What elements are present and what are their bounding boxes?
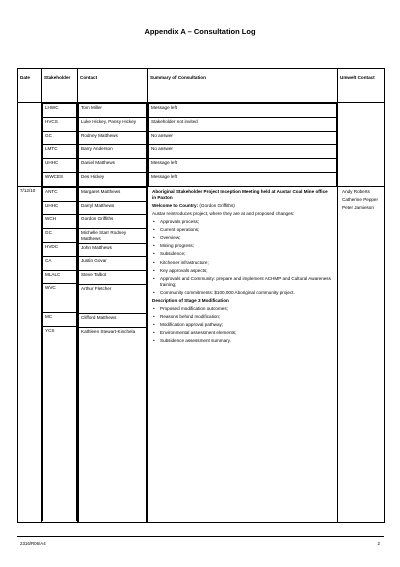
block2-umwelt bbox=[338, 186, 385, 522]
header-stakeholder: Stakeholder bbox=[42, 69, 78, 103]
block2-contacts bbox=[78, 187, 147, 522]
table-cell: Stakeholder not invited bbox=[149, 117, 337, 131]
table-cell: MLALC bbox=[43, 270, 77, 284]
list-item: • Overview; bbox=[150, 234, 335, 242]
header-contact: Contact bbox=[78, 69, 148, 103]
table-cell: ANTC bbox=[43, 187, 77, 201]
meeting-heading: Aboriginal Stakeholder Project Inception Meeting held at Austar Coal Mine office in Paxton bbox=[152, 188, 328, 200]
list-item: • Current operations; bbox=[150, 226, 335, 234]
table-cell: UHHC bbox=[43, 201, 77, 215]
table-block-1 bbox=[18, 103, 385, 187]
list-item: • Modification approval pathway; bbox=[150, 321, 335, 329]
header-umwelt: Umwelt Contact bbox=[338, 69, 385, 103]
table-cell: Michelle Starr Rodney Matthews bbox=[79, 229, 147, 243]
list-item: • Kitchener infrastructure; bbox=[150, 258, 335, 266]
list-item: • Approvals and Community: prepare and implement ACHMP and Cultural Awareness training; bbox=[150, 275, 335, 289]
table-cell: WWCES bbox=[43, 172, 77, 185]
list-item: • Key approvals aspects; bbox=[150, 267, 335, 275]
table-cell: No answer bbox=[149, 131, 337, 145]
table-cell: Rodney Matthews bbox=[79, 131, 147, 145]
table-cell: John Matthews bbox=[79, 243, 147, 257]
umwelt-contact: Peter Jamieson bbox=[342, 205, 374, 211]
table-cell: Des Hickey bbox=[79, 172, 147, 185]
table-cell: Gordon Griffiths bbox=[79, 215, 147, 229]
table-header-row bbox=[18, 69, 385, 103]
table-cell: Arthur Fletcher bbox=[79, 285, 147, 314]
table-cell: HVCS bbox=[43, 117, 77, 131]
block1-umwelt bbox=[338, 103, 385, 187]
table-cell: GC bbox=[43, 229, 77, 243]
block1-date bbox=[18, 103, 42, 187]
header-summary: Summary of Consultation bbox=[148, 69, 338, 103]
block2-stakeholders bbox=[42, 187, 77, 521]
table-cell: Clifford Matthews bbox=[79, 314, 147, 328]
consultation-log-table bbox=[17, 68, 385, 523]
table-cell: CA bbox=[43, 256, 77, 270]
list-item: • Environmental assessment elements; bbox=[150, 329, 335, 337]
list-item: • Proposed modification outcomes; bbox=[150, 305, 335, 313]
table-cell: LHWC bbox=[43, 104, 77, 118]
table-cell: Justin Govar bbox=[79, 257, 147, 271]
welcome-value: (Gordon Griffiths) bbox=[199, 202, 235, 208]
intro-line: Austar reintroduces project, where they are at and proposed changes: bbox=[152, 210, 295, 216]
table-cell: Luke Hickey, Pansy Hickey bbox=[79, 117, 147, 131]
list-item: • Approvals process; bbox=[150, 218, 335, 226]
block2-summary bbox=[148, 186, 338, 522]
table-cell: UHHC bbox=[43, 159, 77, 173]
welcome-line bbox=[150, 202, 335, 210]
footer-page-number: 2 bbox=[377, 541, 380, 546]
list-item: • Subsidence assessment summary. bbox=[150, 337, 335, 345]
table-cell: Message left bbox=[149, 104, 337, 118]
table-cell: Message left bbox=[149, 159, 337, 173]
table-cell: Kathleen Stewart-Kinchela bbox=[79, 327, 147, 522]
table-cell: Steve Talbot bbox=[79, 271, 147, 285]
header-date: Date bbox=[18, 69, 42, 103]
block2-date: 7/12/10 bbox=[18, 186, 42, 522]
table-cell: No answer bbox=[149, 145, 337, 159]
list-item: • Community commitments: $100,000 Aboriginal community project. bbox=[150, 288, 335, 296]
table-cell: HVDC bbox=[43, 242, 77, 256]
list-item: • Subsidence; bbox=[150, 250, 335, 258]
table-block-2 bbox=[18, 186, 385, 522]
block1-stakeholders bbox=[42, 103, 77, 186]
footer-divider bbox=[17, 536, 384, 537]
table-cell: GC bbox=[43, 131, 77, 145]
block1-contacts bbox=[78, 103, 147, 186]
table-cell: Message left bbox=[149, 172, 337, 185]
table-cell: Barry Anderson bbox=[79, 145, 147, 159]
table-cell: Tom Miller bbox=[79, 104, 147, 118]
table-cell: Margaret Matthews bbox=[79, 187, 147, 201]
welcome-label: Welcome to Country: bbox=[152, 202, 199, 208]
list-item: • Mining progress; bbox=[150, 242, 335, 250]
footer-doc-ref: 2316/R06/A4 bbox=[20, 541, 46, 546]
stage3-heading: Description of Stage 3 Modification bbox=[152, 297, 229, 303]
list-item: • Reasons behind modification; bbox=[150, 313, 335, 321]
block1-summaries bbox=[148, 103, 337, 186]
umwelt-contact: Andy Roberts bbox=[342, 188, 370, 194]
table-cell: WVC bbox=[43, 284, 77, 313]
table-cell: LMTC bbox=[43, 145, 77, 159]
table-cell: MC bbox=[43, 313, 77, 327]
table-cell: YCS bbox=[43, 327, 77, 522]
table-cell: WCH bbox=[43, 215, 77, 229]
table-cell: Darryl Matthews bbox=[79, 201, 147, 215]
umwelt-contact: Catherine Pepper bbox=[342, 197, 379, 203]
page-title: Appendix A – Consultation Log bbox=[144, 27, 256, 36]
table-cell: Daniel Matthews bbox=[79, 159, 147, 173]
